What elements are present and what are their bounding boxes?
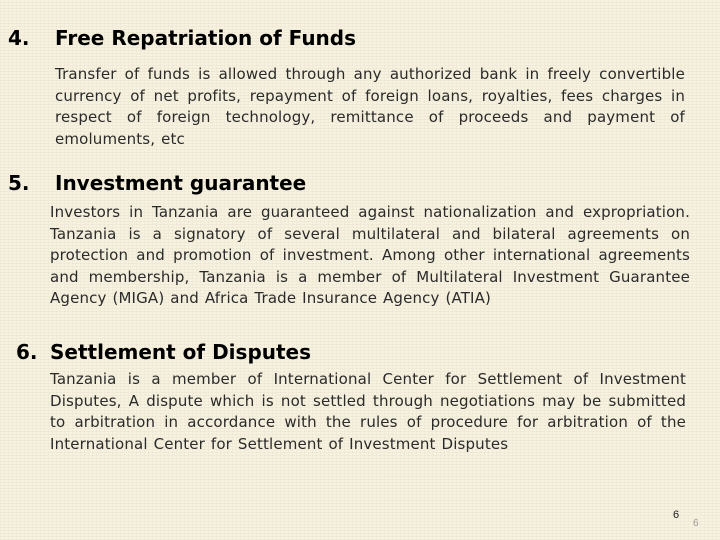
page-number-secondary: 6 bbox=[693, 518, 699, 529]
section-5-heading: Investment guarantee bbox=[55, 171, 307, 195]
section-6-heading: Settlement of Disputes bbox=[50, 340, 312, 364]
section-4-number: 4. bbox=[8, 26, 30, 50]
section-5-number: 5. bbox=[8, 171, 30, 195]
page-number: 6 bbox=[673, 509, 680, 521]
section-4-heading: Free Repatriation of Funds bbox=[55, 26, 357, 50]
section-4-body: Transfer of funds is allowed through any authorized bank in freely convertible currency of net profits, repayment of foreign loans, royalties, fees charges in respect of foreign technology, remittance of proceeds and payment of emoluments, etc bbox=[55, 65, 685, 148]
section-5-body: Investors in Tanzania are guaranteed against nationalization and expropriation. Tanzania is a signatory of several multilateral and bilateral agreements on protection and promotion of investment. Among other international agreements and membership, Tanzania is a member of Multilateral Investment Guarantee Agency (MIGA) and Africa Trade Insurance Agency (ATIA) bbox=[50, 203, 690, 307]
section-6-number: 6. bbox=[16, 340, 38, 364]
section-6-body: Tanzania is a member of International Center for Settlement of Investment Disputes, A dispute which is not settled through negotiations may be submitted to arbitration in accordance with the rules of procedure for arbitration of the International Center for Settlement of Investment Disputes bbox=[50, 370, 686, 453]
